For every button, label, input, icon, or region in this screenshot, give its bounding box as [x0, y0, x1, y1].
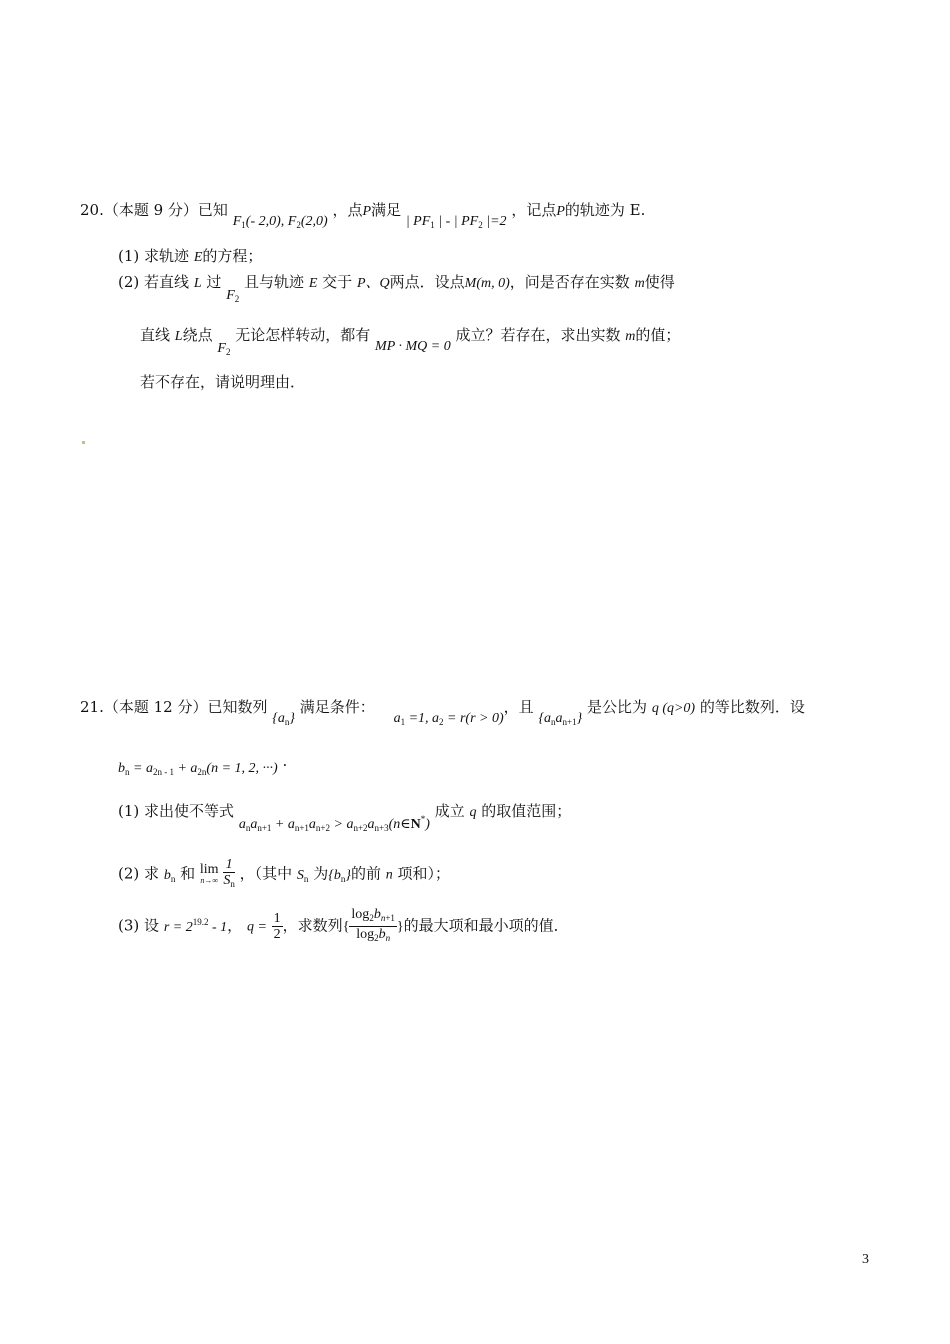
stray-dot — [82, 441, 85, 444]
q20-part2-line2-a: 直线 — [140, 326, 171, 344]
q21-bn-period: . — [282, 752, 288, 770]
q21-bn-def — [118, 752, 288, 782]
q21-part2-d: 为 — [313, 864, 329, 883]
q21-part1-a: (1) 求出使不等式 — [118, 802, 235, 820]
q20-P2: P — [556, 204, 565, 219]
q20-part2-f: 两点．设点 — [389, 273, 465, 291]
q20-part1-label: (1) 求轨迹 — [118, 247, 190, 265]
q21-anan1: $\{a_na_{n+1}\}$ — [538, 711, 583, 727]
q21-part1-c: 的取值范围； — [481, 802, 572, 820]
q21-part3-q: q = — [246, 919, 267, 935]
q20-part2-b: 过 — [206, 273, 222, 291]
q20-part2-line2-c: 无论怎样转动，都有 — [235, 326, 371, 344]
q21-part1-b: 成立 — [434, 802, 465, 820]
q21-an: $\{a_n\}$ — [272, 711, 295, 727]
q20-part2-m: m — [634, 276, 645, 291]
q20-part2-L: L — [193, 276, 202, 291]
q21-q: q (q>0) — [651, 701, 696, 716]
q21-part3-r: $r = 2^{19.2} - 1$ — [163, 916, 228, 935]
q21-mid3: 是公比为 — [587, 698, 648, 716]
q20-part2-line3-text: 若不存在，请说明理由． — [140, 373, 306, 391]
q20-mid2: 满足 — [371, 201, 402, 219]
q20-mid1: ，点 — [332, 201, 363, 219]
q20-part2-h: 使得 — [644, 273, 675, 291]
lim-text: lim — [199, 861, 219, 877]
q20-P: P — [362, 204, 372, 219]
q20-part2-E: E — [308, 276, 318, 291]
q21-part2-bn: $b_n$ — [163, 867, 176, 884]
q21-cond: $a_1 =1$, $a_2 = r(r > 0)$ — [393, 711, 504, 727]
q21-part2-f: 项和）； — [397, 864, 451, 883]
q20-part2-line1 — [118, 272, 675, 304]
q20-part2-c: 且与轨迹 — [244, 273, 305, 291]
q20-condition: | $PF_1$ | - | $PF_2$ |=2 — [405, 214, 507, 230]
q20-part2-line2-e: 的值； — [635, 326, 681, 344]
q20-part2-PQ: P、Q — [356, 276, 390, 291]
q20-part1 — [118, 246, 262, 268]
q21-part3 — [118, 907, 569, 946]
logfrac-numerator: $\log_2b_{n+1}$ — [349, 907, 396, 927]
frac-denominator: $S_n$ — [223, 873, 235, 889]
q20-part2-line2-b: 绕点 — [182, 326, 213, 344]
q20-header: 20.（本题 9 分）已知 — [80, 201, 228, 219]
q21-part2-n: n — [385, 867, 393, 883]
q20-part2-line3 — [140, 372, 305, 392]
q21-part2-bnset: $\{b_n\}$ — [328, 867, 351, 884]
q21-part2-lim — [199, 861, 219, 886]
q20-part1-E: E — [193, 250, 203, 265]
q20-part2-line2-m: m — [625, 329, 636, 344]
q20-foci: $F_1(-$ 2,0), $F_2(2,0)$ — [232, 214, 328, 230]
q21-part3-lbrace: { — [342, 919, 350, 935]
q21-part3-qfrac — [272, 911, 283, 942]
q20-part2-d: 交于 — [322, 273, 353, 291]
q21-part2-b: 和 — [180, 864, 196, 883]
q20-part2-M: M(m, 0) — [464, 276, 510, 291]
q21-part2-e: 的前 — [350, 864, 381, 883]
q21-mid4: 的等比数列．设 — [699, 698, 805, 716]
q21-header: 21.（本题 12 分）已知数列 — [80, 698, 268, 716]
q21-part2-a: (2) 求 — [118, 864, 160, 883]
q21-bn-formula: $b_n = a_{2n - 1} + a_{2n}(n = 1$, 2, ···) — [118, 761, 278, 777]
q21-part3-c: 的最大项和最小项的值． — [403, 916, 569, 935]
q20-part2-line2-L: L — [174, 329, 183, 344]
frac-numerator: 1 — [223, 857, 235, 873]
q21-part3-logfrac — [349, 907, 396, 946]
q20-part2-g: ，问是否存在实数 — [509, 273, 630, 291]
q21-part1-q: q — [469, 805, 477, 820]
q20-part1-tail: 的方程； — [202, 247, 263, 265]
lim-subscript: n→∞ — [200, 875, 219, 885]
q21-mid2: ，且 — [503, 698, 534, 716]
q20-part2-F2: $F_2$ — [226, 288, 240, 304]
q21-part1 — [118, 797, 572, 833]
q20-part2-line2-eq: MP · MQ = 0 — [375, 339, 451, 354]
q21-line-1 — [80, 697, 805, 727]
page-number: 3 — [862, 1252, 869, 1267]
qfrac-denominator: 2 — [273, 927, 281, 942]
q21-part3-a: (3) 设 — [118, 916, 160, 935]
logfrac-denominator: $\log_2b_n$ — [356, 927, 391, 943]
q20-line-1 — [80, 200, 646, 230]
q21-part3-sep: ， — [227, 916, 243, 935]
q20-part2-a: (2) 若直线 — [118, 273, 190, 291]
q21-part1-ineq: $a_na_{n+1} + a_{n+1}a_{n+2}$ > $a_{n+2}a_{n+3}(n\in N^*)$ — [238, 814, 430, 833]
q20-mid3: ，记点 — [511, 201, 557, 219]
q21-part2-c: ，（其中 — [239, 864, 293, 883]
q20-part2-line2 — [140, 325, 681, 357]
q21-part2-Sn: $S_n$ — [296, 867, 309, 884]
qfrac-numerator: 1 — [273, 911, 281, 926]
q21-part3-rbrace: } — [396, 919, 404, 935]
q21-part2 — [118, 857, 450, 892]
q20-part2-line2-F2: $F_2$ — [217, 341, 231, 357]
q21-mid1: 满足条件： — [299, 698, 375, 716]
q20-tail: 的轨迹为 E. — [564, 201, 646, 219]
q21-part3-b: ，求数列 — [282, 916, 343, 935]
q20-part2-line2-d: 成立？若存在，求出实数 — [455, 326, 621, 344]
q21-part2-frac — [223, 857, 235, 892]
